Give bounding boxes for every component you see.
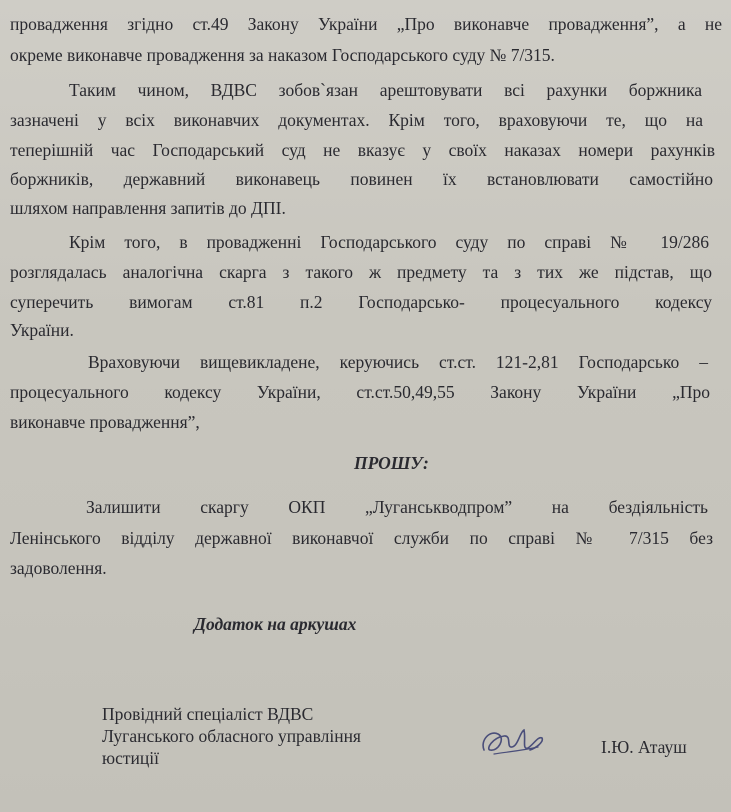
signatory-line-1: Провідний спеціаліст ВДВС — [102, 704, 314, 724]
body-line-1: провадження згідно ст.49 Закону України „Про виконавче провадження”, а не — [10, 14, 722, 34]
body-line-7: шляхом направлення запитів до ДПІ. — [10, 198, 286, 218]
body-line-5: теперішній час Господарський суд не вказує у своїх наказах номери рахунків — [10, 140, 715, 160]
request-line-1: Залишити скаргу ОКП „Луганськводпром” на бездіяльність — [86, 497, 708, 517]
request-heading: ПРОШУ: — [354, 453, 429, 473]
body-line-13: процесуального кодексу України, ст.ст.50,49,55 Закону України „Про — [10, 382, 710, 402]
body-line-9: розглядалась аналогічна скарга з такого ж предмету та з тих же підстав, що — [10, 262, 712, 282]
signatory-position — [102, 704, 422, 768]
body-line-4: зазначені у всіх виконавчих документах. Крім того, враховуючи те, що на — [10, 110, 703, 130]
body-line-8: Крім того, в провадженні Господарського суду по справі № 19/286 — [69, 232, 709, 252]
signatory-line-2: Луганського обласного управління — [102, 726, 361, 746]
body-line-10: суперечить вимогам ст.81 п.2 Господарсько- процесуального кодексу — [10, 292, 712, 312]
attachment-note: Додаток на аркушах — [194, 614, 357, 634]
body-line-3: Таким чином, ВДВС зобов`язан арештовувати всі рахунки боржника — [69, 80, 702, 100]
body-line-11: України. — [10, 320, 74, 340]
body-line-2: окреме виконавче провадження за наказом Господарського суду № 7/315. — [10, 45, 555, 65]
body-line-6: боржників, державний виконавець повинен їх встановлювати самостійно — [10, 169, 713, 189]
handwritten-signature — [476, 714, 556, 762]
request-line-2: Ленінського відділу державної виконавчої служби по справі № 7/315 без — [10, 528, 713, 548]
request-line-3: задоволення. — [10, 558, 107, 578]
body-line-12: Враховуючи вищевикладене, керуючись ст.ст. 121-2,81 Господарсько – — [88, 352, 708, 372]
signatory-name: І.Ю. Атауш — [601, 737, 687, 757]
body-line-14: виконавче провадження”, — [10, 412, 200, 432]
signatory-line-3: юстиції — [102, 748, 159, 768]
